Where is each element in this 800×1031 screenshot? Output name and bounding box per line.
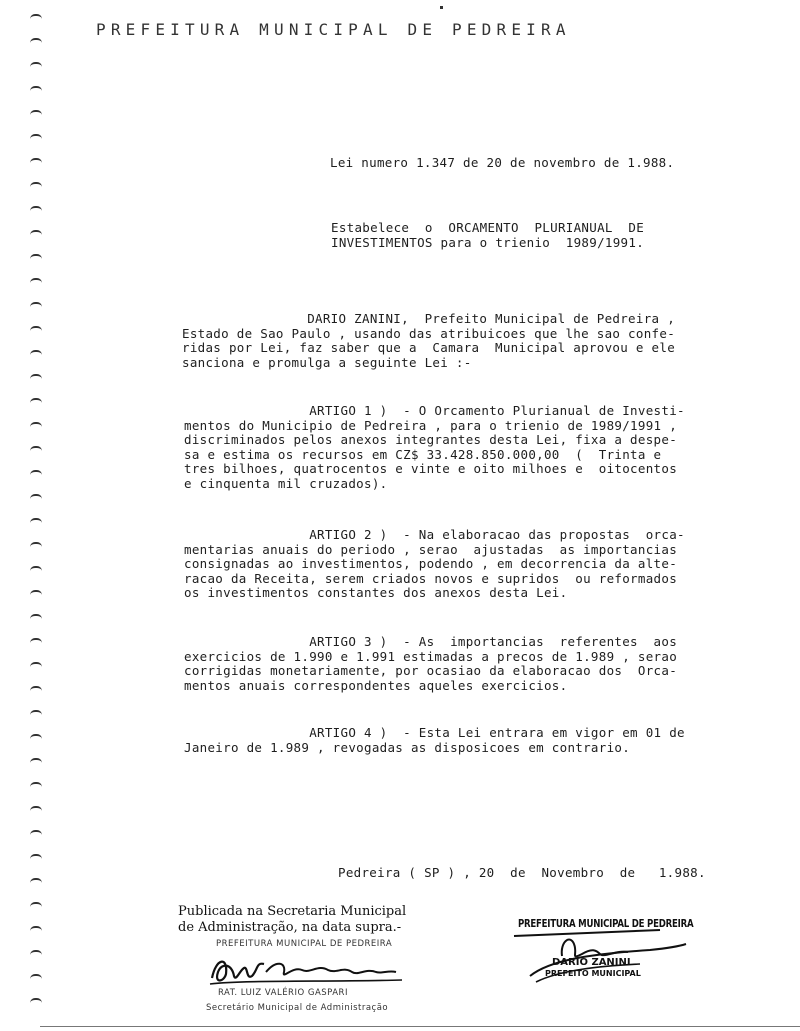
law-summary-line: INVESTIMENTOS para o trienio 1989/1991. bbox=[331, 234, 645, 250]
preamble-line: Estado de Sao Paulo , usando das atribuicoes que lhe sao confe- bbox=[182, 325, 676, 341]
preamble-line: DARIO ZANINI, Prefeito Municipal de Pedreira , bbox=[182, 311, 676, 326]
article-2 bbox=[184, 528, 685, 601]
continuous-form-perforations bbox=[30, 10, 44, 1020]
article-line: os investimentos constantes dos anexos desta Lei. bbox=[184, 585, 568, 600]
article-line: ARTIGO 2 ) - Na elaboracao das propostas orca- bbox=[184, 527, 685, 542]
article-line: tres bilhoes, quatrocentos e vinte e oito milhoes e oitocentos bbox=[184, 461, 678, 476]
letterhead-title: PREFEITURA MUNICIPAL DE PEDREIRA bbox=[96, 20, 571, 39]
law-number: Lei numero 1.347 de 20 de novembro de 1.988. bbox=[330, 155, 675, 170]
article-line: mentos do Municipio de Pedreira , para o trienio de 1989/1991 , bbox=[184, 417, 678, 433]
article-1 bbox=[184, 404, 685, 491]
article-line: mentos anuais correspondentes aqueles exercicios. bbox=[184, 677, 568, 693]
law-summary bbox=[331, 221, 644, 250]
law-summary-line: Estabelece o ORCAMENTO PLURIANUAL DE bbox=[331, 220, 645, 235]
article-line: corrigidas monetariamente, por ocasiao da elaboracao dos Orca- bbox=[184, 663, 678, 678]
article-line: ARTIGO 3 ) - As importancias referentes aos bbox=[184, 634, 678, 649]
page-bottom-rule bbox=[40, 1026, 800, 1027]
article-line: racao da Receita, serem criados novos e supridos ou reformados bbox=[184, 570, 678, 586]
secretary-name: RAT. LUIZ VALÉRIO GASPARI bbox=[218, 988, 348, 998]
article-line: sa e estima os recursos em CZ$ 33.428.850.000,00 ( Trinta e bbox=[184, 446, 662, 462]
article-line: ARTIGO 1 ) - O Orcamento Plurianual de Investi- bbox=[184, 403, 685, 418]
secretary-signature bbox=[206, 950, 406, 990]
preamble-line: sanciona e promulga a seguinte Lei :- bbox=[182, 354, 472, 370]
secretary-stamp-title: PREFEITURA MUNICIPAL DE PEDREIRA bbox=[216, 939, 393, 949]
publication-line: Publicada na Secretaria Municipal bbox=[178, 904, 407, 919]
publication-note bbox=[178, 904, 458, 936]
article-line: mentarias anuais do periodo , serao ajustadas as importancias bbox=[184, 541, 678, 557]
article-line: ARTIGO 4 ) - Esta Lei entrara em vigor em 01 de bbox=[184, 725, 685, 740]
article-line: consignadas ao investimentos, podendo , em decorrencia da alte- bbox=[184, 556, 678, 571]
place-and-date: Pedreira ( SP ) , 20 de Novembro de 1.988. bbox=[338, 865, 706, 880]
printer-dot bbox=[440, 6, 443, 9]
preamble-line: ridas por Lei, faz saber que a Camara Municipal aprovou e ele bbox=[182, 340, 676, 355]
law-preamble bbox=[182, 312, 675, 370]
mayor-name: DARIO ZANINI bbox=[552, 957, 631, 968]
publication-line: de Administração, na data supra.- bbox=[178, 920, 402, 935]
mayor-role: PREFEITO MUNICIPAL bbox=[545, 969, 641, 978]
article-line: e cinquenta mil cruzados). bbox=[184, 475, 388, 491]
article-4 bbox=[184, 726, 685, 755]
article-3 bbox=[184, 635, 677, 693]
mayor-signature bbox=[500, 920, 690, 990]
article-line: discriminados pelos anexos integrantes desta Lei, fixa a despe- bbox=[184, 432, 678, 447]
article-line: exercicios de 1.990 e 1.991 estimadas a precos de 1.989 , serao bbox=[184, 648, 678, 664]
secretary-role: Secretário Municipal de Administração bbox=[206, 1003, 389, 1013]
mayor-stamp-title: PREFEITURA MUNICIPAL DE PEDREIRA bbox=[518, 917, 694, 930]
article-line: Janeiro de 1.989 , revogadas as disposicoes em contrario. bbox=[184, 739, 631, 755]
